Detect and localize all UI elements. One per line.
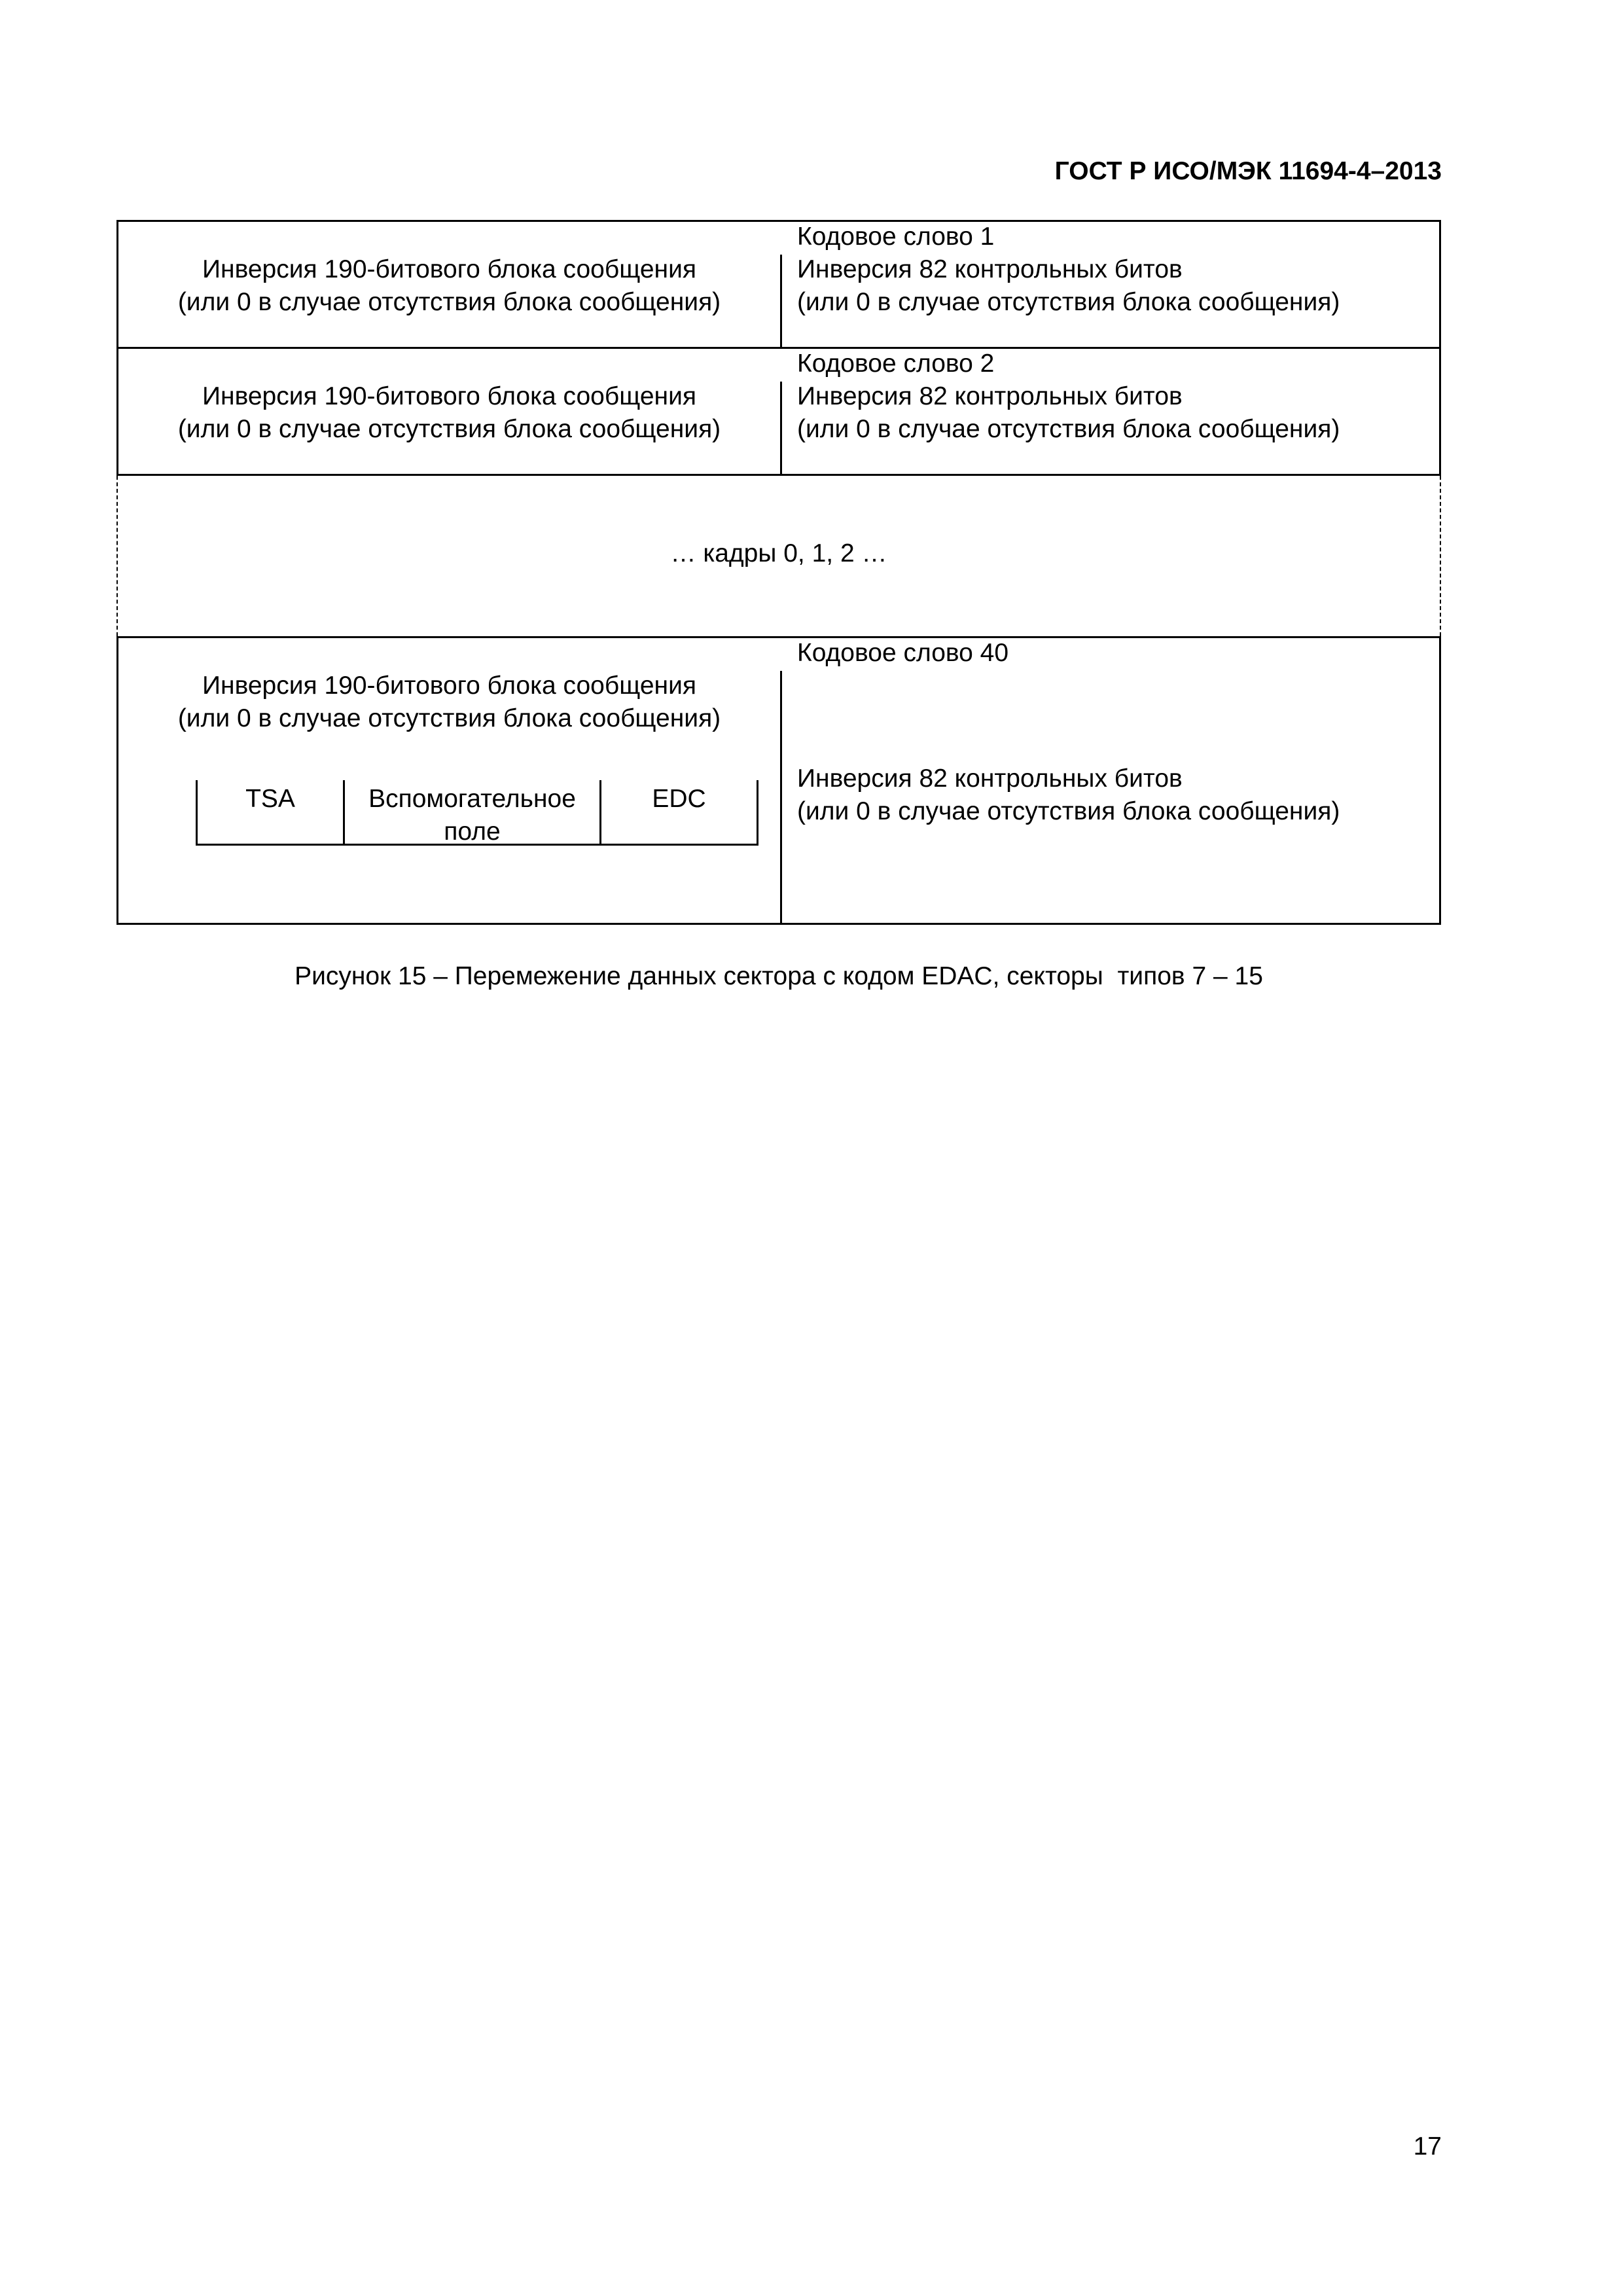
codeword-title: Кодовое слово 40 bbox=[797, 639, 1009, 667]
edc-field bbox=[601, 780, 757, 844]
row-divider bbox=[780, 255, 782, 349]
auxiliary-label-line-2: поле bbox=[444, 817, 501, 846]
figure-caption: Рисунок 15 – Перемежение данных сектора с кодом EDAC, секторы типов 7 – 15 bbox=[294, 962, 1263, 990]
message-block-line-2: (или 0 в случае отсутствия блока сообщения) bbox=[177, 415, 721, 443]
check-bits-line-1: Инверсия 82 контрольных битов bbox=[797, 382, 1183, 410]
message-block-line-1: Инверсия 190-битового блока сообщения bbox=[202, 255, 696, 283]
document-header: ГОСТ Р ИСО/МЭК 11694-4–2013 bbox=[1054, 157, 1442, 185]
codeword-title: Кодовое слово 1 bbox=[797, 223, 995, 251]
row-divider bbox=[780, 382, 782, 476]
check-bits-text bbox=[797, 762, 1340, 828]
codeword-row-1 bbox=[116, 220, 1441, 349]
message-block-line-1: Инверсия 190-битового блока сообщения bbox=[202, 382, 696, 410]
message-block-text bbox=[118, 253, 780, 319]
auxiliary-label-line-1: Вспомогательное bbox=[368, 785, 576, 813]
interleaving-diagram bbox=[116, 220, 1441, 925]
codeword-title: Кодовое слово 2 bbox=[797, 350, 995, 378]
codeword-row-40 bbox=[116, 636, 1441, 925]
check-bits-line-2: (или 0 в случае отсутствия блока сообщения) bbox=[797, 415, 1340, 443]
message-block-text bbox=[118, 380, 780, 446]
row-divider bbox=[780, 671, 782, 925]
check-bits-line-2: (или 0 в случае отсутствия блока сообщения) bbox=[797, 288, 1340, 316]
check-bits-text bbox=[797, 253, 1340, 319]
check-bits-line-1: Инверсия 82 контрольных битов bbox=[797, 764, 1183, 793]
tsa-label: TSA bbox=[245, 785, 295, 813]
message-block-line-2: (или 0 в случае отсутствия блока сообщения) bbox=[177, 288, 721, 316]
auxiliary-field bbox=[345, 780, 601, 844]
edc-label: EDC bbox=[652, 785, 706, 813]
frames-ellipsis-text: … кадры 0, 1, 2 … bbox=[670, 539, 887, 567]
message-block-text bbox=[118, 670, 780, 735]
subfield-table bbox=[196, 780, 758, 846]
frames-gap bbox=[116, 476, 1441, 636]
page-number: 17 bbox=[1413, 2132, 1442, 2161]
check-bits-line-2: (или 0 в случае отсутствия блока сообщения) bbox=[797, 797, 1340, 825]
tsa-field bbox=[198, 780, 345, 844]
message-block-line-1: Инверсия 190-битового блока сообщения bbox=[202, 672, 696, 700]
check-bits-text bbox=[797, 380, 1340, 446]
check-bits-line-1: Инверсия 82 контрольных битов bbox=[797, 255, 1183, 283]
codeword-row-2 bbox=[116, 347, 1441, 476]
message-block-line-2: (или 0 в случае отсутствия блока сообщения) bbox=[177, 704, 721, 732]
